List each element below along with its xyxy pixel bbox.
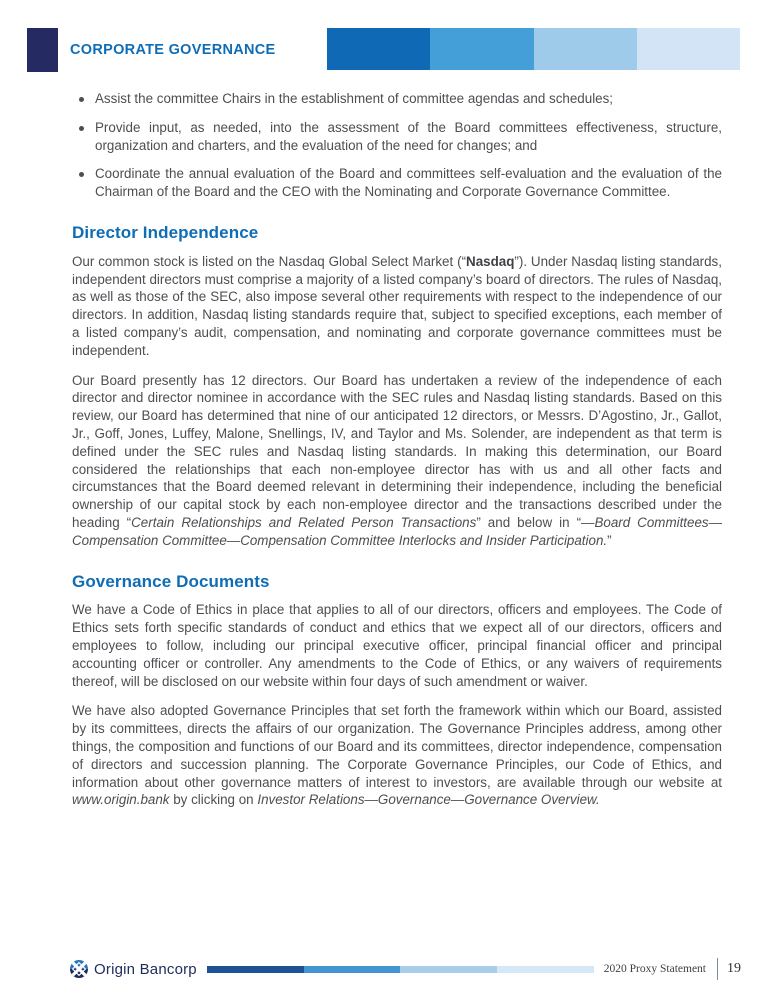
page-number: 19 bbox=[727, 961, 741, 976]
page-footer bbox=[70, 956, 741, 982]
paragraph: Our Board presently has 12 directors. Our Board has undertaken a review of the independence of each director and director nominee in accordance with the SEC rules and Nasdaq listing standards. Based on this review, our Board has determined that nine of our anticipated 12 directors, or Messrs. D’Agostino, Jr., Gallot, Jr., Goff, Jones, Luffey, Malone, Snellings, IV, and Taylor and Ms. Solender, are independent as that term is defined under the SEC rules and Nasdaq listing standards. In making this determination, our Board considered the relationships that each non-employee director has with us and all other facts and circumstances that the Board deemed relevant in determining their independence, including the beneficial ownership of our capital stock by each non-employee director and the transactions described under the heading “Certain Relationships and Related Person Transactions” and below in “—Board Committees—Compensation Committee—Compensation Committee Interlocks and Insider Participation.” bbox=[72, 372, 723, 548]
footer-color-bar bbox=[207, 966, 594, 973]
header-bar-segment-4 bbox=[637, 28, 740, 70]
header-color-bar bbox=[327, 28, 740, 70]
document-label: 2020 Proxy Statement bbox=[603, 963, 706, 975]
bullet-text: Assist the committee Chairs in the establishment of committee agendas and schedules; bbox=[95, 91, 614, 106]
footer-bar-segment-2 bbox=[304, 966, 401, 973]
header-bar-segment-1 bbox=[327, 28, 430, 70]
footer-bar-segment-3 bbox=[400, 966, 497, 973]
footer-bar-segment-4 bbox=[497, 966, 594, 973]
paragraph: We have also adopted Governance Principles that set forth the framework within which our Board, assisted by its committees, directs the affairs of our organization. The Governance Principles address, among other things, the composition and functions of our Board and its committees, director independence, compensation of directors and succession planning. The Corporate Governance Principles, our Code of Ethics, and information about other governance matters of interest to investors, are available through our website at www.origin.bank by clicking on Investor Relations—Governance—Governance Overview. bbox=[72, 703, 722, 808]
bullet-text: Coordinate the annual evaluation of the Board and committees self-evaluation and the evaluation of the Chairman of the Board and the CEO with the Nominating and Corporate Governance Committee. bbox=[95, 166, 722, 200]
page-content bbox=[72, 90, 722, 821]
section-heading-governance-documents: Governance Documents bbox=[72, 571, 270, 591]
section-heading-director-independence: Director Independence bbox=[72, 222, 259, 242]
bullet-text: Provide input, as needed, into the assessment of the Board committees effectiveness, structure, organization and charters, and the evaluation of the need for changes; and bbox=[95, 119, 722, 153]
brand-name: Origin Bancorp bbox=[94, 960, 197, 978]
header-bar-segment-2 bbox=[430, 28, 533, 70]
paragraph: We have a Code of Ethics in place that applies to all of our directors, officers and employees. The Code of Ethics sets forth specific standards of conduct and ethics that we expect all of our directors, officers and employees to follow, including our principal executive officer, principal financial officer and principal accounting officer or controller. Any amendments to the Code of Ethics, or any waivers of requirements thereof, will be disclosed on our website within four days of such amendment or waiver. bbox=[72, 602, 722, 689]
footer-divider bbox=[717, 958, 718, 980]
bullet-icon bbox=[79, 172, 84, 177]
header-accent-square bbox=[27, 28, 58, 72]
list-item bbox=[72, 165, 722, 201]
list-item bbox=[72, 119, 722, 155]
header-bar-segment-3 bbox=[534, 28, 637, 70]
bullet-icon bbox=[79, 126, 84, 131]
footer-bar-segment-1 bbox=[207, 966, 304, 973]
section-governance-documents bbox=[72, 573, 722, 810]
bullet-list bbox=[72, 90, 722, 201]
paragraph: Our common stock is listed on the Nasdaq Global Select Market (“Nasdaq”). Under Nasdaq listing standards, independent directors must comprise a majority of a listed company’s board of directors. The rules of Nasdaq, as well as those of the SEC, also impose several other requirements with respect to the independence of our directors. In addition, Nasdaq listing standards require that, subject to specified exceptions, each member of a listed company’s audit, compensation, and nominating and corporate governance committees must be independent. bbox=[72, 253, 722, 358]
list-item bbox=[72, 90, 722, 108]
bullet-icon bbox=[79, 97, 84, 102]
origin-bancorp-logo-icon bbox=[70, 960, 88, 978]
page-title: CORPORATE GOVERNANCE bbox=[70, 42, 276, 58]
section-director-independence bbox=[72, 224, 722, 550]
